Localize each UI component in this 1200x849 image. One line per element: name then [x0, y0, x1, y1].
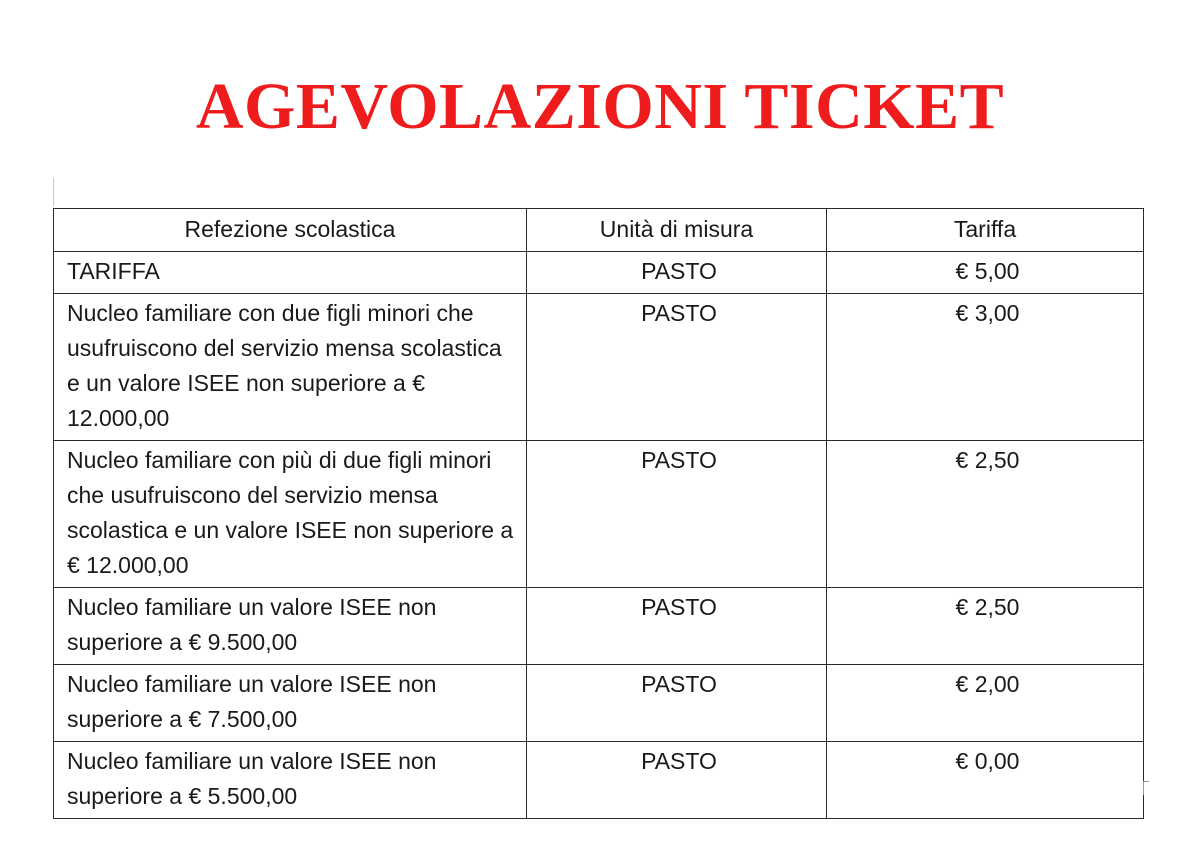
row-unit: PASTO	[527, 252, 827, 294]
header-unita: Unità di misura	[527, 209, 827, 252]
row-unit: PASTO	[527, 588, 827, 665]
row-description: Nucleo familiare con più di due figli minori che usufruiscono del servizio mensa scolastica e un valore ISEE non superiore a € 12.000,00	[54, 441, 527, 588]
row-price: € 2,50	[827, 588, 1144, 665]
table-row	[54, 588, 1144, 665]
row-unit: PASTO	[527, 441, 827, 588]
table-row	[54, 294, 1144, 441]
row-description: Nucleo familiare con due figli minori che usufruiscono del servizio mensa scolastica e un valore ISEE non superiore a € 12.000,00	[54, 294, 527, 441]
table-row	[54, 665, 1144, 742]
row-price: € 2,50	[827, 441, 1144, 588]
table-row	[54, 252, 1144, 294]
row-price: € 3,00	[827, 294, 1144, 441]
header-refezione: Refezione scolastica	[54, 209, 527, 252]
row-price: € 2,00	[827, 665, 1144, 742]
table-corner-mark	[1143, 781, 1149, 795]
table-row	[54, 441, 1144, 588]
row-price: € 0,00	[827, 742, 1144, 819]
page-title: AGEVOLAZIONI TICKET	[195, 70, 1005, 143]
text-cursor-mark	[53, 178, 54, 206]
row-unit: PASTO	[527, 665, 827, 742]
table-row	[54, 742, 1144, 819]
row-price: € 5,00	[827, 252, 1144, 294]
row-description: Nucleo familiare un valore ISEE non superiore a € 7.500,00	[54, 665, 527, 742]
row-description: Nucleo familiare un valore ISEE non superiore a € 9.500,00	[54, 588, 527, 665]
tariff-table	[53, 208, 1144, 819]
row-unit: PASTO	[527, 294, 827, 441]
row-unit: PASTO	[527, 742, 827, 819]
header-tariffa: Tariffa	[827, 209, 1144, 252]
row-description: TARIFFA	[54, 252, 527, 294]
table-header-row	[54, 209, 1144, 252]
row-description: Nucleo familiare un valore ISEE non superiore a € 5.500,00	[54, 742, 527, 819]
